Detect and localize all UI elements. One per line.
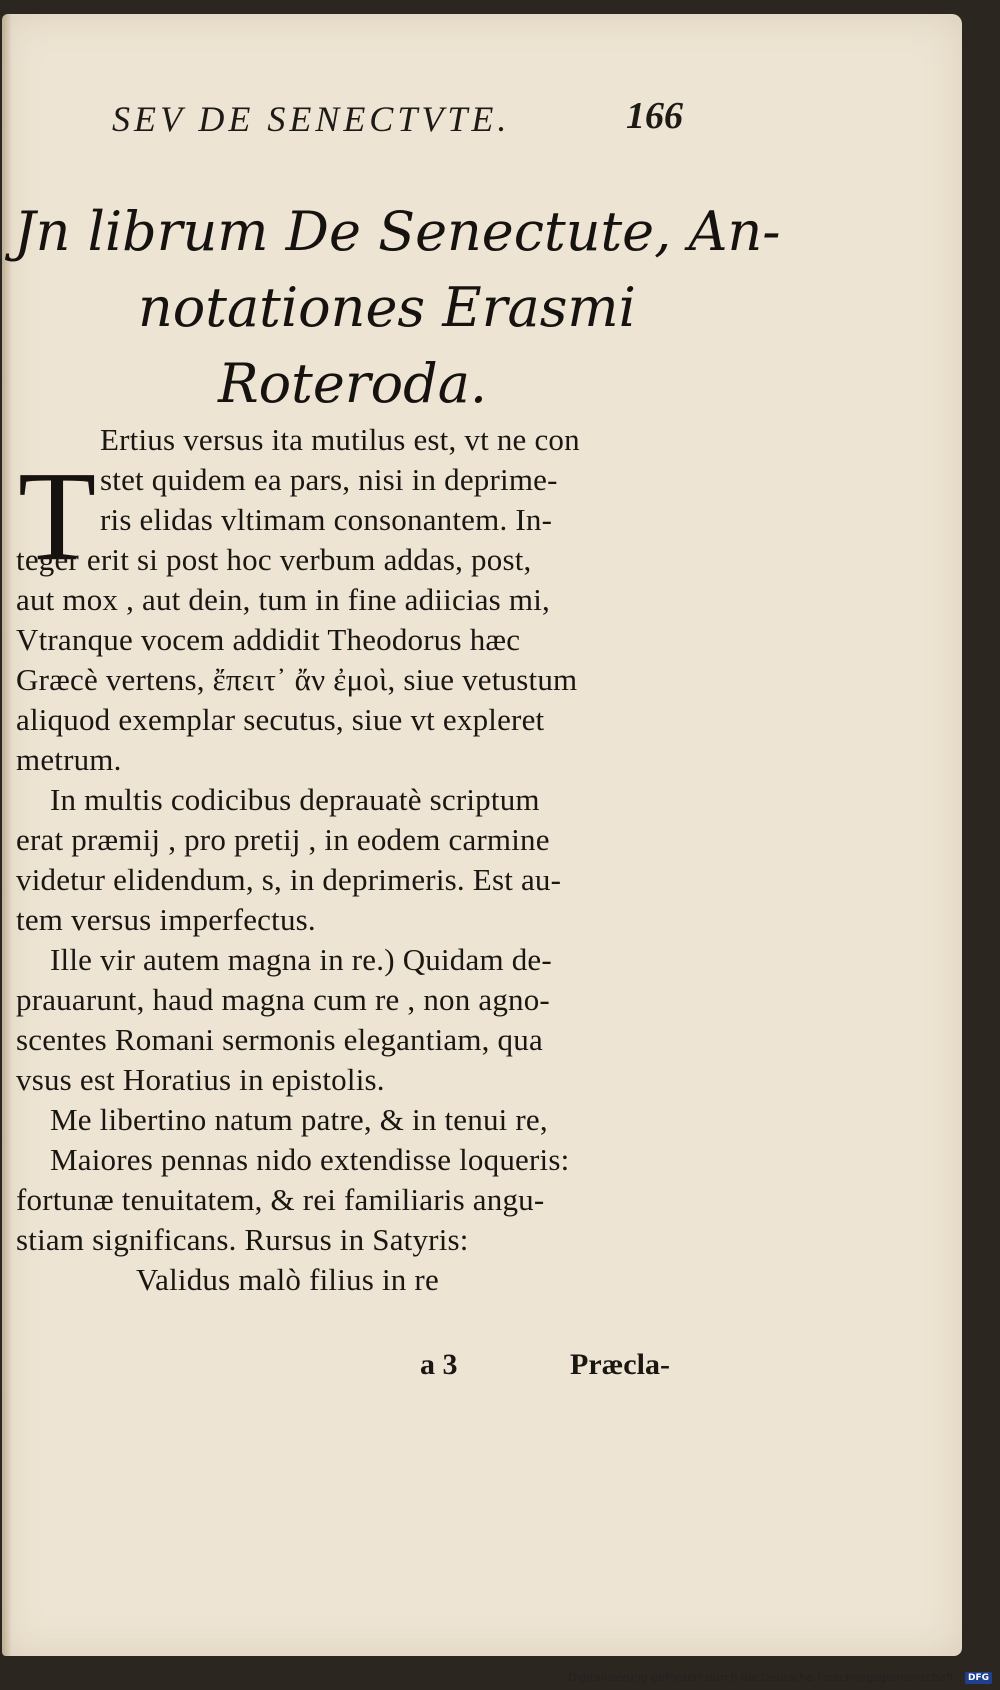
text-line: aliquod exemplar secutus, siue vt expleret bbox=[16, 702, 545, 737]
text-line: stiam significans. Rursus in Satyris: bbox=[16, 1222, 469, 1257]
text-line: vsus est Horatius in epistolis. bbox=[16, 1062, 385, 1097]
text-line: scentes Romani sermonis elegantiam, qua bbox=[16, 1022, 543, 1057]
running-head: SEV DE SENECTVTE. bbox=[112, 99, 511, 139]
page-number: 166 bbox=[626, 95, 683, 137]
text-line: Græcè vertens, ἔπειτ᾽ ἄν ἐμοὶ, siue vetustum bbox=[16, 662, 578, 697]
dfg-logo-icon: DFG bbox=[965, 1672, 992, 1684]
signature-mark: a 3 bbox=[420, 1348, 458, 1381]
text-line: stet quidem ea pars, nisi in deprime- bbox=[100, 462, 558, 497]
text-line: In multis codicibus deprauatè scriptum bbox=[50, 782, 540, 817]
text-line: Maiores pennas nido extendisse loqueris: bbox=[50, 1142, 570, 1177]
text-line: ris elidas vltimam consonantem. In- bbox=[100, 502, 553, 537]
text-line: erat præmij , pro pretij , in eodem carmine bbox=[16, 822, 550, 857]
text-line: metrum. bbox=[16, 742, 122, 777]
text-line: teger erit si post hoc verbum addas, post, bbox=[16, 542, 532, 577]
title-line-2: notationes Erasmi bbox=[138, 276, 636, 339]
text-line: Me libertino natum patre, & in tenui re, bbox=[50, 1102, 548, 1137]
catchword: Præcla- bbox=[570, 1348, 670, 1381]
page-edge-shadow bbox=[2, 14, 12, 1656]
text-line: Ille vir autem magna in re.) Quidam de- bbox=[50, 942, 552, 977]
text-line: videtur elidendum, s, in deprimeris. Est au- bbox=[16, 862, 562, 897]
text-line: Validus malò filius in re bbox=[136, 1262, 439, 1297]
text-line: prauarunt, haud magna cum re , non agno- bbox=[16, 982, 550, 1017]
text-line: tem versus imperfectus. bbox=[16, 902, 316, 937]
credit-text: Digitalisierung gefördert durch die Deutsche Forschungsgemeinschaft · bbox=[568, 1671, 961, 1684]
text-line: Vtranque vocem addidit Theodorus hæc bbox=[16, 622, 521, 657]
text-line: Ertius versus ita mutilus est, vt ne con bbox=[100, 422, 580, 457]
title-line-1: Jn librum De Senectute, An- bbox=[14, 200, 781, 263]
text-line: aut mox , aut dein, tum in fine adiicias mi, bbox=[16, 582, 550, 617]
digitization-credit bbox=[568, 1671, 992, 1684]
title-line-3: Roteroda. bbox=[218, 352, 488, 415]
drop-cap: T bbox=[18, 445, 97, 587]
text-line: fortunæ tenuitatem, & rei familiaris angu- bbox=[16, 1182, 545, 1217]
